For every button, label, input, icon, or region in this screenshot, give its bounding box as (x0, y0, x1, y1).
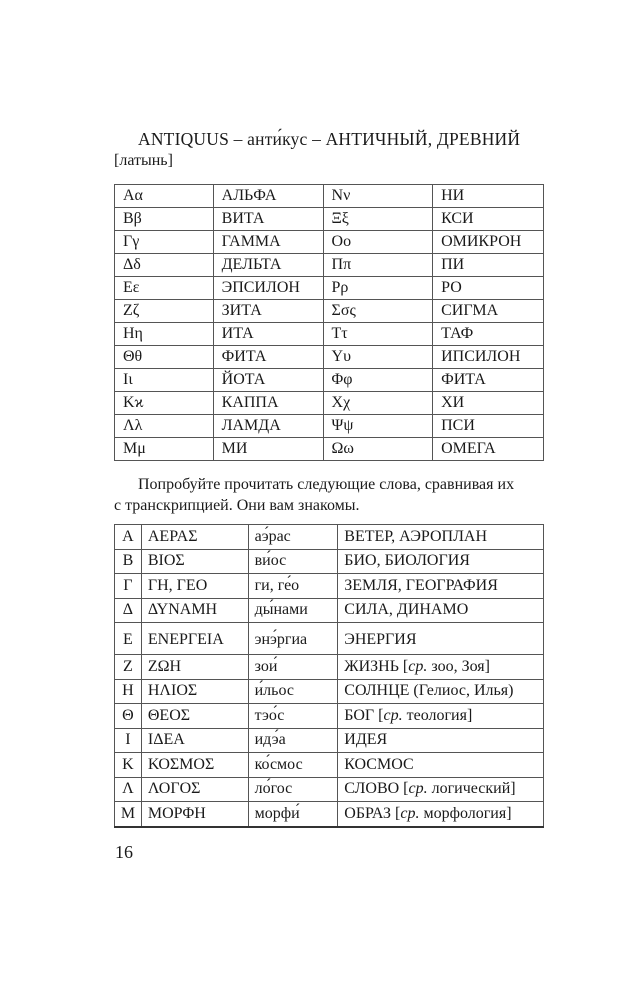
greek-letter-cell: Ωω (323, 438, 433, 461)
greek-word-cell: ΜΟΡΦΗ (141, 802, 248, 827)
greek-word-cell: ΙΔΕΑ (141, 728, 248, 753)
compare-abbreviation: ср. (408, 780, 428, 798)
instruction-line-2: с транскрипцией. Они вам знакомы. (114, 497, 360, 514)
greek-letter-cell: Ττ (323, 323, 433, 346)
transcription-cell: зои́ (248, 655, 338, 680)
meaning-cell: КОСМОС (338, 753, 544, 778)
word-row (115, 574, 544, 599)
language-note: [латынь] (114, 152, 173, 169)
initial-letter-cell: Ε (115, 623, 142, 655)
heading-transcription: анти́кус (247, 129, 308, 149)
meaning-reference: зоо, Зоя] (427, 657, 490, 675)
meaning-text: ОБРАЗ [ (344, 804, 401, 822)
letter-name-cell: ОМЕГА (433, 438, 544, 461)
alphabet-row (115, 185, 544, 208)
greek-letter-cell: Ιι (115, 369, 214, 392)
letter-name-cell: ТАФ (433, 323, 544, 346)
transcription-cell: идэ́а (248, 728, 338, 753)
letter-name-cell: ИТА (213, 323, 323, 346)
transcription-cell: ги, ге́о (248, 574, 338, 599)
word-row (115, 802, 544, 827)
compare-abbreviation: ср. (408, 657, 428, 675)
greek-letter-cell: Αα (115, 185, 214, 208)
alphabet-row (115, 300, 544, 323)
greek-letter-cell: Γγ (115, 231, 214, 254)
greek-letter-cell: Μμ (115, 438, 214, 461)
alphabet-row (115, 438, 544, 461)
letter-name-cell: ИПСИЛОН (433, 346, 544, 369)
greek-word-cell: ΔΥΝΑΜΗ (141, 598, 248, 623)
greek-letter-cell: Νν (323, 185, 433, 208)
compare-abbreviation: ср. (383, 706, 403, 724)
word-row (115, 728, 544, 753)
greek-letter-cell: Σσς (323, 300, 433, 323)
letter-name-cell: РО (433, 277, 544, 300)
word-row (115, 777, 544, 802)
transcription-cell: и́льос (248, 679, 338, 704)
greek-word-cell: ΒΙΟΣ (141, 549, 248, 574)
letter-name-cell: ФИТА (433, 369, 544, 392)
letter-name-cell: ЙОТА (213, 369, 323, 392)
alphabet-row (115, 323, 544, 346)
letter-name-cell: КАППА (213, 392, 323, 415)
word-row (115, 549, 544, 574)
greek-letter-cell: Ξξ (323, 208, 433, 231)
letter-name-cell: МИ (213, 438, 323, 461)
instruction-line-1: Попробуйте прочитать следующие слова, сравнивая их (138, 476, 515, 493)
initial-letter-cell: Η (115, 679, 142, 704)
greek-word-cell: ΚΟΣΜΟΣ (141, 753, 248, 778)
letter-name-cell: ЗИТА (213, 300, 323, 323)
greek-letter-cell: Λλ (115, 415, 214, 438)
initial-letter-cell: Ι (115, 728, 142, 753)
meaning-cell: ВЕТЕР, АЭРОПЛАН (338, 525, 544, 550)
meaning-reference: морфология] (419, 804, 512, 822)
greek-word-cell: ΛΟΓΟΣ (141, 777, 248, 802)
greek-letter-cell: Κϰ (115, 392, 214, 415)
meaning-text: СЛОВО [ (344, 780, 409, 798)
letter-name-cell: ПИ (433, 254, 544, 277)
greek-word-cell: ΕΝΕΡΓΕΙΑ (141, 623, 248, 655)
greek-word-cell: ΓΗ, ΓΕΟ (141, 574, 248, 599)
alphabet-row (115, 415, 544, 438)
letter-name-cell: НИ (433, 185, 544, 208)
alphabet-row (115, 369, 544, 392)
initial-letter-cell: Γ (115, 574, 142, 599)
initial-letter-cell: Θ (115, 704, 142, 729)
greek-letter-cell: Εε (115, 277, 214, 300)
meaning-cell: СОЛНЦЕ (Гелиос, Илья) (338, 679, 544, 704)
initial-letter-cell: Β (115, 549, 142, 574)
greek-word-cell: ΑΕΡΑΣ (141, 525, 248, 550)
initial-letter-cell: Α (115, 525, 142, 550)
dash: – (233, 129, 243, 149)
initial-letter-cell: Λ (115, 777, 142, 802)
transcription-cell: ды́нами (248, 598, 338, 623)
initial-letter-cell: Δ (115, 598, 142, 623)
transcription-cell: ло́гос (248, 777, 338, 802)
letter-name-cell: ПСИ (433, 415, 544, 438)
letter-name-cell: ВИТА (213, 208, 323, 231)
meaning-reference: теология] (402, 706, 473, 724)
greek-letter-cell: Χχ (323, 392, 433, 415)
greek-letter-cell: Οο (323, 231, 433, 254)
word-row (115, 679, 544, 704)
alphabet-row (115, 254, 544, 277)
transcription-cell: ко́смос (248, 753, 338, 778)
meaning-cell (338, 704, 544, 729)
letter-name-cell: КСИ (433, 208, 544, 231)
letter-name-cell: ГАММА (213, 231, 323, 254)
greek-letter-cell: Ρρ (323, 277, 433, 300)
transcription-cell: ви́ос (248, 549, 338, 574)
transcription-cell: энэ́ргиа (248, 623, 338, 655)
instruction-paragraph (114, 474, 544, 516)
greek-letter-cell: Ηη (115, 323, 214, 346)
meaning-cell: ЭНЕРГИЯ (338, 623, 544, 655)
word-row (115, 704, 544, 729)
alphabet-row (115, 231, 544, 254)
dash: – (312, 129, 322, 149)
meaning-cell: ИДЕЯ (338, 728, 544, 753)
alphabet-row (115, 346, 544, 369)
greek-letter-cell: Θθ (115, 346, 214, 369)
greek-letter-cell: Ψψ (323, 415, 433, 438)
meaning-cell (338, 655, 544, 680)
greek-letter-cell: Δδ (115, 254, 214, 277)
greek-word-cell: ΘΕΟΣ (141, 704, 248, 729)
alphabet-row (115, 277, 544, 300)
heading-line (114, 128, 544, 150)
greek-word-cell: ΗΛΙΟΣ (141, 679, 248, 704)
meaning-cell: БИО, БИОЛОГИЯ (338, 549, 544, 574)
word-row (115, 525, 544, 550)
word-row (115, 623, 544, 655)
latin-word: ANTIQUUS (138, 129, 230, 149)
letter-name-cell: СИГМА (433, 300, 544, 323)
letter-name-cell: ОМИКРОН (433, 231, 544, 254)
word-row (115, 598, 544, 623)
initial-letter-cell: Κ (115, 753, 142, 778)
transcription-cell: аэ́рас (248, 525, 338, 550)
meaning-text: БОГ [ (344, 706, 384, 724)
initial-letter-cell: Ζ (115, 655, 142, 680)
meaning-cell: ЗЕМЛЯ, ГЕОГРАФИЯ (338, 574, 544, 599)
meaning-cell: СИЛА, ДИНАМО (338, 598, 544, 623)
greek-letter-cell: Φφ (323, 369, 433, 392)
greek-alphabet-table (114, 184, 544, 461)
word-row (115, 753, 544, 778)
letter-name-cell: ЭПСИЛОН (213, 277, 323, 300)
initial-letter-cell: Μ (115, 802, 142, 827)
alphabet-row (115, 208, 544, 231)
greek-words-table (114, 524, 544, 828)
letter-name-cell: ЛАМДА (213, 415, 323, 438)
greek-letter-cell: Ππ (323, 254, 433, 277)
greek-letter-cell: Ββ (115, 208, 214, 231)
letter-name-cell: ФИТА (213, 346, 323, 369)
letter-name-cell: ДЕЛЬТА (213, 254, 323, 277)
compare-abbreviation: ср. (400, 804, 420, 822)
transcription-cell: морфи́ (248, 802, 338, 827)
word-row (115, 655, 544, 680)
meaning-cell (338, 802, 544, 827)
heading-meaning: АНТИЧНЫЙ, ДРЕВНИЙ (325, 129, 521, 149)
meaning-reference: логический] (427, 780, 516, 798)
meaning-text: ЖИЗНЬ [ (344, 657, 409, 675)
letter-name-cell: АЛЬФА (213, 185, 323, 208)
alphabet-row (115, 392, 544, 415)
meaning-cell (338, 777, 544, 802)
greek-word-cell: ΖΩΗ (141, 655, 248, 680)
transcription-cell: тэо́с (248, 704, 338, 729)
heading (114, 128, 544, 172)
greek-letter-cell: Ζζ (115, 300, 214, 323)
letter-name-cell: ХИ (433, 392, 544, 415)
page-number: 16 (115, 842, 133, 862)
greek-letter-cell: Υυ (323, 346, 433, 369)
